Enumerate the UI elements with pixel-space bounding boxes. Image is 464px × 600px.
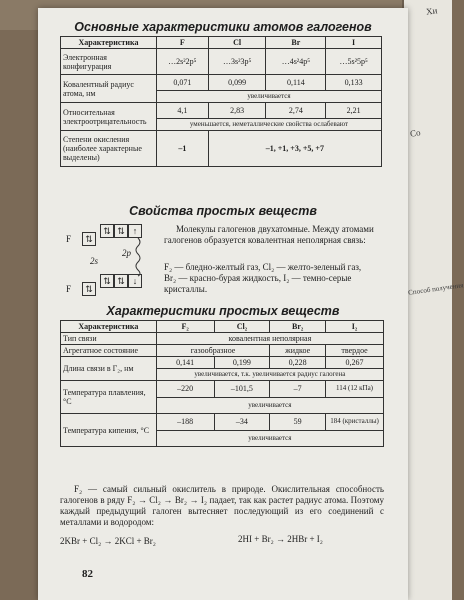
table-cell: 59 xyxy=(270,414,326,431)
orbital-box: ⇅ xyxy=(82,282,96,296)
table-cell: твердое xyxy=(326,345,384,357)
atom-label: F xyxy=(66,234,72,244)
trend-note: увеличивается xyxy=(156,397,383,414)
table-cell: жидкое xyxy=(270,345,326,357)
header-cell: F₂ xyxy=(156,321,214,333)
table-cell: …2s²2p⁵ xyxy=(156,49,208,75)
facing-page-text: Со xyxy=(409,127,422,139)
row-label: Тип связи xyxy=(61,333,157,345)
equation: 2KBr + Cl₂ → 2KCl + Br₂ xyxy=(60,536,156,546)
section-title: Характеристики простых веществ xyxy=(106,304,340,318)
substance-characteristics-table xyxy=(60,320,384,447)
header-cell: Cl xyxy=(208,37,266,49)
header-cell: Cl₂ xyxy=(214,321,270,333)
table-cell: ковалентная неполярная xyxy=(156,333,383,345)
row-label: Длина связи в Г₂, нм xyxy=(61,357,157,381)
header-cell: I xyxy=(326,37,382,49)
header-cell: Br₂ xyxy=(270,321,326,333)
table-cell: –1 xyxy=(156,131,208,167)
row-label: Температура плавления, °С xyxy=(61,381,157,414)
header-cell: I₂ xyxy=(326,321,384,333)
table-cell: 0,228 xyxy=(270,357,326,369)
page-number: 82 xyxy=(82,568,93,580)
facing-page-text: Хи xyxy=(425,5,438,17)
row-label: Степени окисления (наиболее характерные выделены) xyxy=(61,131,157,167)
trend-note: увеличивается xyxy=(156,91,381,103)
paragraph: F₂ — самый сильный окислитель в природе. Окислительная способность галогенов в ряду F₂ → Cl₂ → Br₂ → I₂ падает, так как растет радиус атома. Поэтому каждый предыдущий галоген вытесняет последующий из его соединений с металлами и водородом: xyxy=(60,484,384,527)
book-page xyxy=(38,8,408,600)
table-cell: 0,267 xyxy=(326,357,384,369)
header-cell: F xyxy=(156,37,208,49)
orbital-label-2p: 2p xyxy=(122,248,131,258)
orbital-box: ⇅ xyxy=(100,224,114,238)
row-label: Температура кипения, °С xyxy=(61,414,157,447)
orbital-box: ⇅ xyxy=(82,232,96,246)
table-cell: 184 (кристаллы) xyxy=(326,414,384,431)
row-label: Агрегатное состояние xyxy=(61,345,157,357)
trend-note: увеличивается xyxy=(156,430,383,447)
orbital-box: ↑ xyxy=(128,224,142,238)
table-cell: 0,141 xyxy=(156,357,214,369)
table-cell: 4,1 xyxy=(156,103,208,119)
table-cell: –220 xyxy=(156,381,214,398)
table-cell: 0,199 xyxy=(214,357,270,369)
orbital-label-2s: 2s xyxy=(90,256,99,266)
table-cell: –7 xyxy=(270,381,326,398)
table-cell: газообразное xyxy=(156,345,270,357)
trend-note: уменьшается, неметаллические свойства ослабевают xyxy=(156,119,381,131)
atom-characteristics-table xyxy=(60,36,382,167)
table-cell: 0,114 xyxy=(266,75,326,91)
paragraph: Br₂ — красно-бурая жидкость, I₂ — темно-серые кристаллы. xyxy=(164,273,352,294)
table-cell: –34 xyxy=(214,414,270,431)
table-cell: –101,5 xyxy=(214,381,270,398)
orbital-box: ↓ xyxy=(128,274,142,288)
paragraph: Молекулы галогенов двухатомные. Между атомами галогенов образуется ковалентная неполярная связь: xyxy=(164,224,374,245)
section-title: Основные характеристики атомов галогенов xyxy=(74,20,372,34)
table-cell: 0,099 xyxy=(208,75,266,91)
equation: 2HI + Br₂ → 2HBr + I₂ xyxy=(238,534,323,544)
header-cell: Характеристика xyxy=(61,37,157,49)
table-cell: 2,21 xyxy=(326,103,382,119)
table-cell: 0,071 xyxy=(156,75,208,91)
table-cell: 2,74 xyxy=(266,103,326,119)
paragraph: F₂ — бледно-желтый газ, Cl₂ — желто-зеленый газ, xyxy=(164,262,362,272)
orbital-box: ⇅ xyxy=(114,274,128,288)
table-cell: 114 (12 кПа) xyxy=(326,381,384,398)
table-cell: –1, +1, +3, +5, +7 xyxy=(208,131,381,167)
table-cell: –188 xyxy=(156,414,214,431)
atom-label: F xyxy=(66,284,72,294)
row-label: Относительная электроотрицательность xyxy=(61,103,157,131)
table-cell: 2,83 xyxy=(208,103,266,119)
table-cell: 0,133 xyxy=(326,75,382,91)
facing-page-text: Способ получения xyxy=(407,281,464,297)
header-cell: Br xyxy=(266,37,326,49)
facing-page-edge xyxy=(402,0,464,600)
header-cell: Характеристика xyxy=(61,321,157,333)
trend-note: увеличивается, т.к. увеличивается радиус галогена xyxy=(156,369,383,381)
row-label: Электронная конфигурация xyxy=(61,49,157,75)
orbital-box: ⇅ xyxy=(114,224,128,238)
table-cell: …4s²4p⁵ xyxy=(266,49,326,75)
table-cell: …5s²5p⁵ xyxy=(326,49,382,75)
orbital-box: ⇅ xyxy=(100,274,114,288)
bond-wavy-line xyxy=(132,238,144,276)
table-cell: …3s²3p⁵ xyxy=(208,49,266,75)
section-title: Свойства простых веществ xyxy=(129,204,317,218)
row-label: Ковалентный радиус атома, нм xyxy=(61,75,157,103)
